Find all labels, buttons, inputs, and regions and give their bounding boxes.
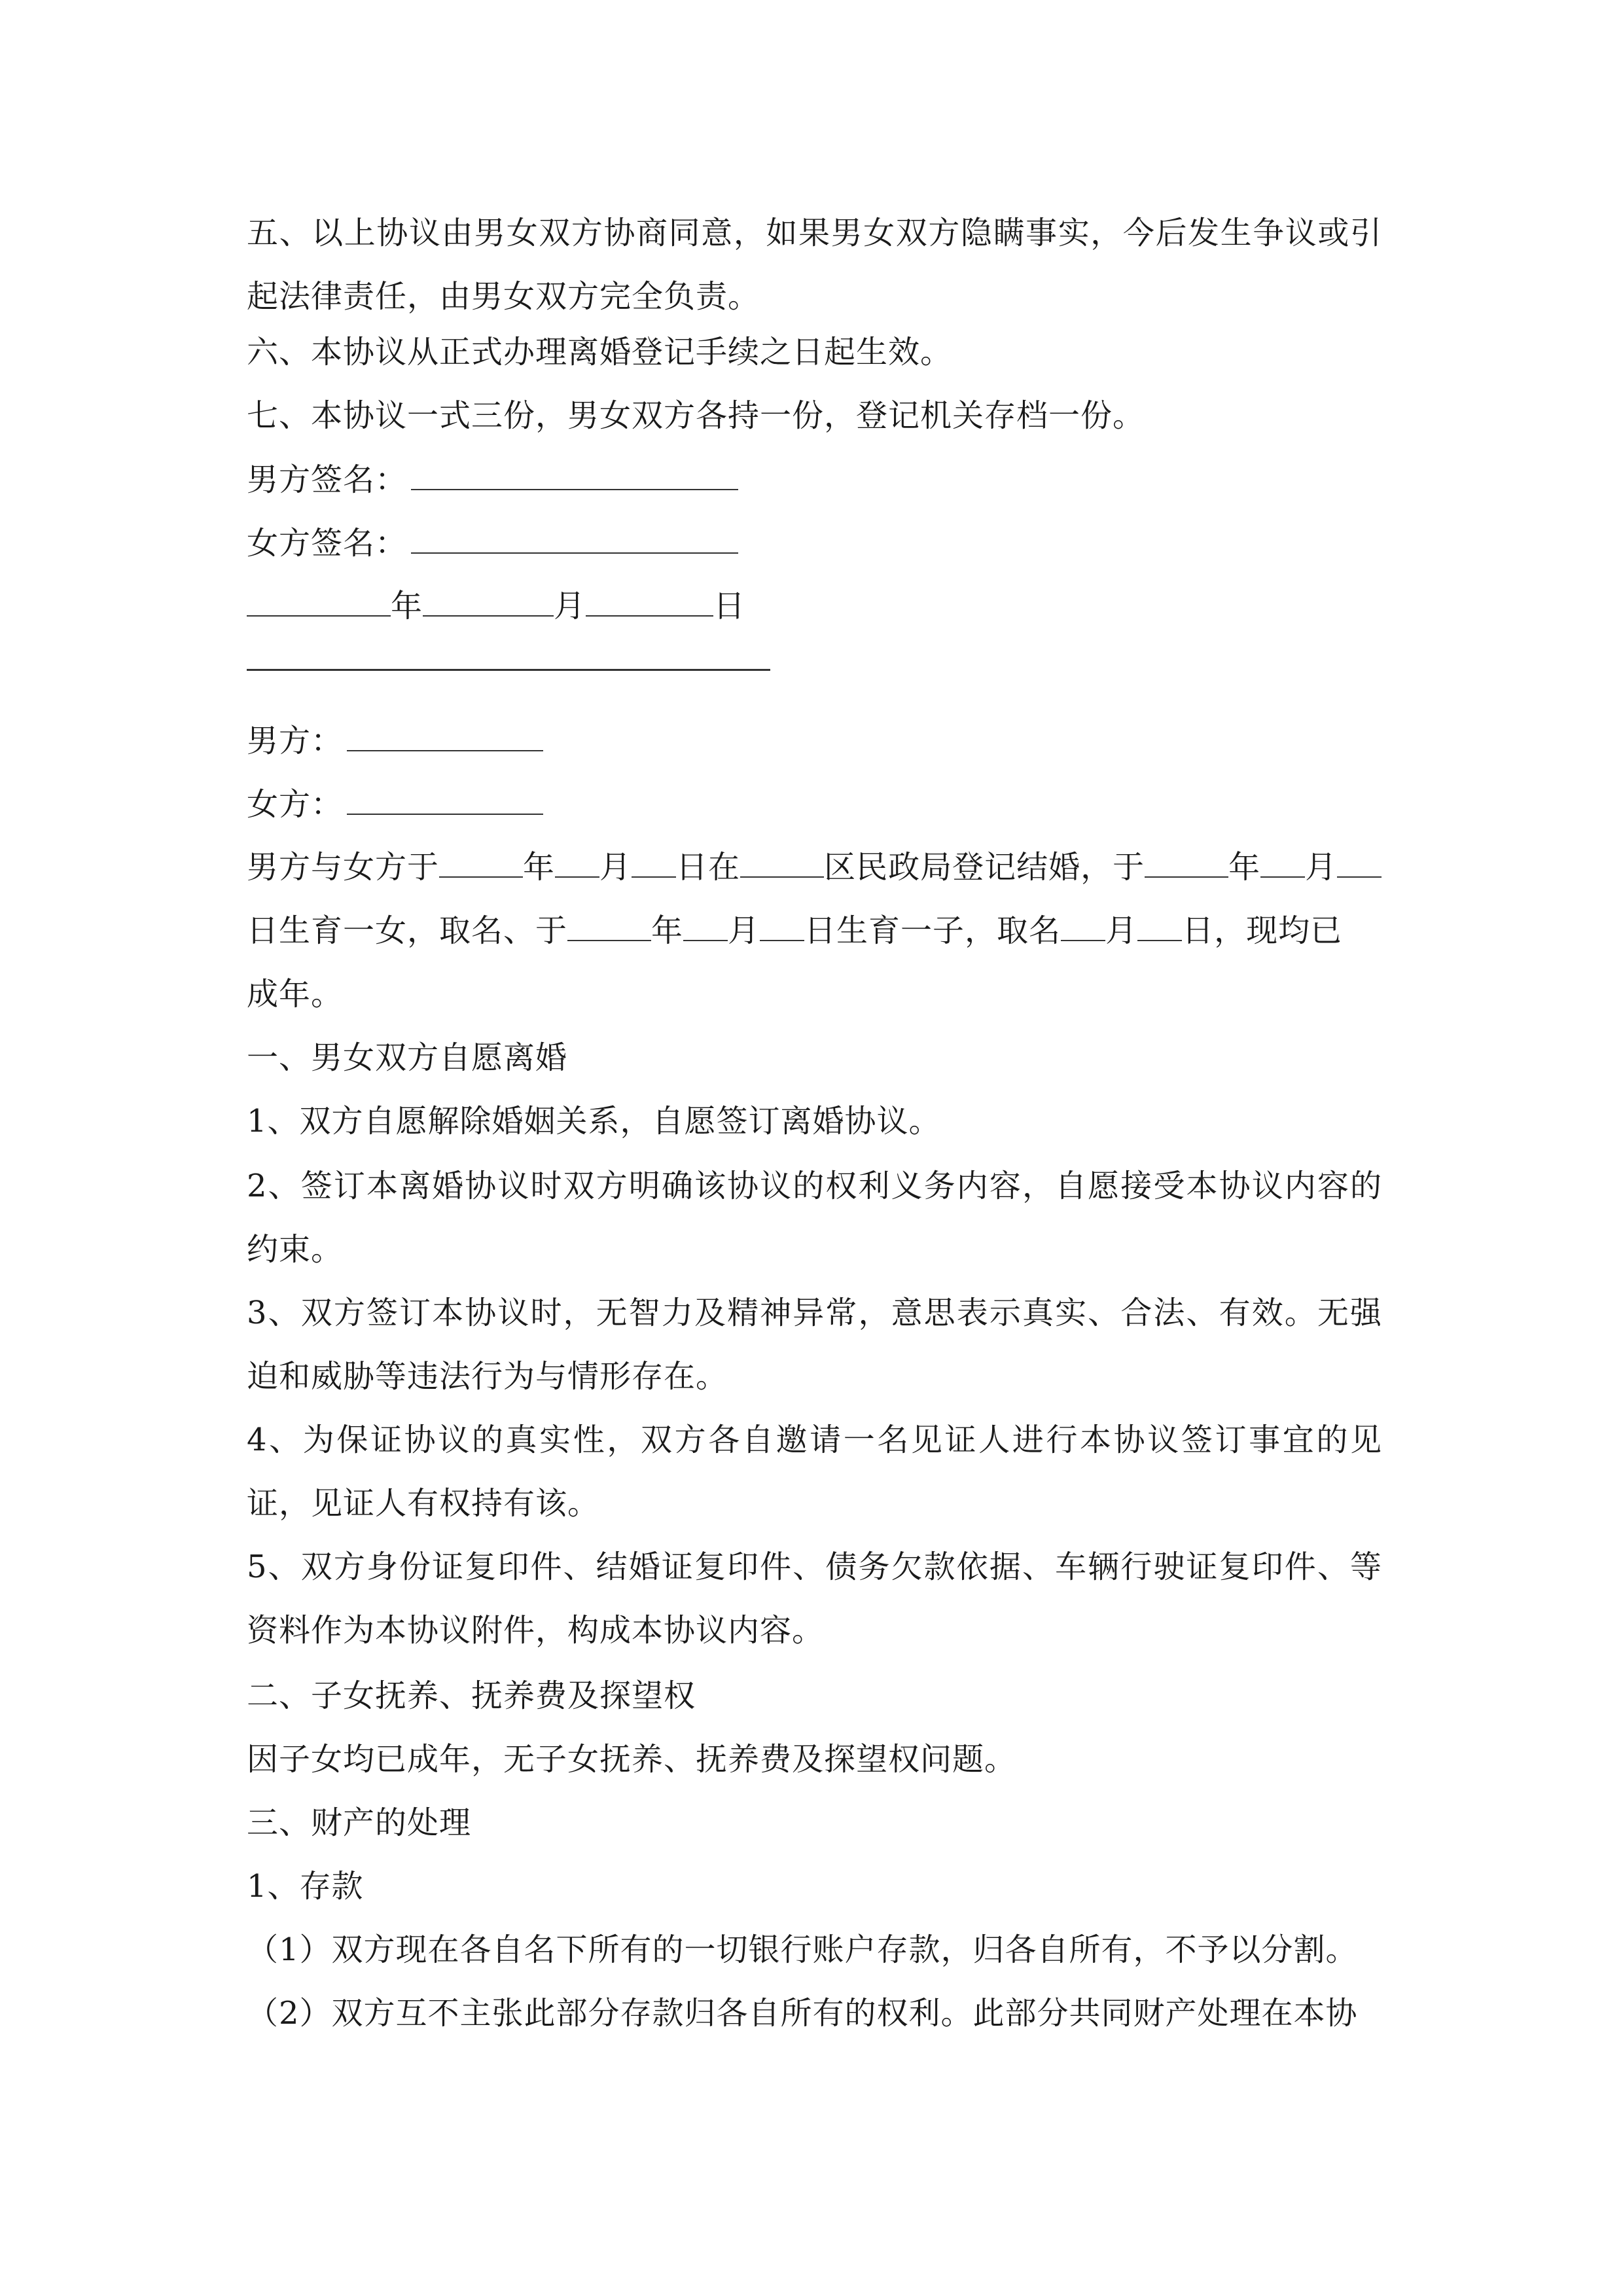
date-year-field[interactable] [247,585,391,617]
section-1-item-3: 3、双方签订本协议时，无智力及精神异常，意思表示真实、合法、有效。无强迫和威胁等违法行为与情形存在。 [247,1295,1382,1395]
intro-month4-label: 月 [1105,912,1138,949]
marriage-year-blank[interactable] [439,848,523,878]
female-signature-row [247,522,738,563]
intro-year-label: 年 [523,849,556,886]
male-name-field[interactable] [347,720,543,751]
female-signature-field[interactable] [411,522,738,554]
date-month-label: 月 [554,588,586,624]
daughter-month-blank[interactable] [1260,848,1305,878]
date-day-field[interactable] [586,585,713,617]
female-name-row [247,783,543,824]
intro-year2-label: 年 [1228,849,1261,886]
marriage-month-blank[interactable] [555,848,599,878]
son-year-blank[interactable] [567,911,651,941]
section-3-title: 三、财产的处理 [247,1804,472,1841]
intro-month3-label: 月 [728,912,760,949]
intro-text: 男方与女方于 [247,849,440,886]
female-label: 女方： [247,786,344,823]
intro-month-label: 月 [599,849,632,886]
intro-bureau-text: 区民政局登记结婚，于 [824,849,1145,886]
section-3-item-1-title: 1、存款 [247,1868,364,1905]
son-month-blank[interactable] [683,911,728,941]
daughter-year-blank[interactable] [1145,848,1228,878]
intro-son-text: 日生育一子，取名 [804,912,1061,949]
clause-7: 七、本协议一式三份，男女双方各持一份，登记机关存档一份。 [247,397,1145,434]
son-name-blank[interactable] [1061,911,1105,941]
intro-day-label: 日在 [676,849,741,886]
female-name-field[interactable] [347,783,543,815]
current-day-blank[interactable] [1137,911,1182,941]
intro-year3-label: 年 [651,912,684,949]
section-1-item-2: 2、签订本离婚协议时双方明确该协议的权利义务内容，自愿接受本协议内容的约束。 [247,1168,1382,1268]
male-signature-row [247,459,738,499]
district-blank[interactable] [740,848,824,878]
intro-line-1 [247,848,1382,887]
son-day-blank[interactable] [760,911,804,941]
daughter-day-blank[interactable] [1337,848,1382,878]
male-label: 男方： [247,723,344,759]
male-signature-label: 男方签名： [247,461,408,498]
clause-5: 五、以上协议由男女双方协商同意，如果男女双方隐瞒事实，今后发生争议或引起法律责任，由男女双方完全负责。 [247,215,1382,315]
marriage-day-blank[interactable] [632,848,676,878]
intro-now-text: 日，现均已 [1182,912,1343,949]
date-day-label: 日 [713,588,746,624]
intro-line-3: 成年。 [247,976,344,1013]
date-month-field[interactable] [423,585,554,617]
section-separator [247,669,770,671]
male-name-row [247,720,543,761]
section-3-item-1-p1: （1）双方现在各自名下所有的一切银行账户存款，归各自所有，不予以分割。 [247,1931,1358,1968]
section-1-item-4: 4、为保证协议的真实性，双方各自邀请一名见证人进行本协议签订事宜的见证，见证人有权持有该。 [247,1422,1382,1522]
intro-month2-label: 月 [1305,849,1338,886]
clause-6: 六、本协议从正式办理离婚登记手续之日起生效。 [247,334,953,370]
section-1-item-1: 1、双方自愿解除婚姻关系，自愿签订离婚协议。 [247,1103,941,1139]
section-2-text: 因子女均已成年，无子女抚养、抚养费及探望权问题。 [247,1741,1017,1778]
section-1-title: 一、男女双方自愿离婚 [247,1039,568,1076]
signing-date-row [247,585,745,626]
female-signature-label: 女方签名： [247,525,408,562]
section-1-item-5: 5、双方身份证复印件、结婚证复印件、债务欠款依据、车辆行驶证复印件、等资料作为本协议附件，构成本协议内容。 [247,1549,1382,1649]
male-signature-field[interactable] [411,459,738,490]
intro-daughter-text: 日生育一女，取名、于 [247,912,568,949]
date-year-label: 年 [391,588,423,624]
section-3-item-1-p2: （2）双方互不主张此部分存款归各自所有的权利。此部分共同财产处理在本协 [247,1995,1358,2032]
intro-line-2 [247,911,1342,950]
section-2-title: 二、子女抚养、抚养费及探望权 [247,1677,696,1714]
